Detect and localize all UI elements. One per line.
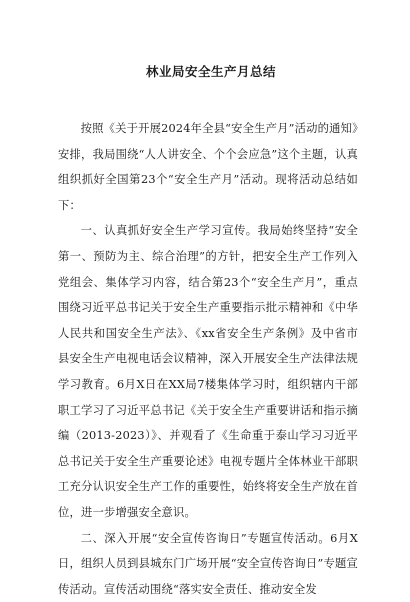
paragraph-section-2: 二、深入开展“安全宣传咨询日”专题宣传活动。6月X日，组织人员到县城东门广场开展“安全宣传咨询日”专题宣传活动。宣传活动围绕“落实安全责任、推动安全发: [58, 526, 358, 602]
document-title: 林业局安全生产月总结: [58, 62, 358, 80]
paragraph-intro: 按照《关于开展2024年全县“安全生产月”活动的通知》安排，我局围绕“人人讲安全、个个会应急”这个主题，认真组织抓好全国第23个“安全生产月”活动。现将活动总结如下：: [58, 116, 358, 218]
paragraph-section-1: 一、认真抓好安全生产学习宣传。我局始终坚持“安全第一、预防为主、综合治理”的方针，把安全生产工作列入党组会、集体学习内容，结合第23个“安全生产月”，重点围绕习近平总书记关于安全生产重要指示批示精神和《中华人民共和国安全生产法》、《xx省安全生产条例》及中省市县安全生产电视电话会议精神，深入开展安全生产法律法规学习教育。6月X日在XX局7楼集体学习时，组织辖内干部职工学习了习近平总书记《关于安全生产重要讲话和指示摘编（2013-2023）》、并观看了《生命重于泰山学习习近平总书记关于安全生产重要论述》电视专题片全体林业干部职工充分认识安全生产工作的重要性，始终将安全生产放在首位，进一步增强安全意识。: [58, 218, 358, 525]
